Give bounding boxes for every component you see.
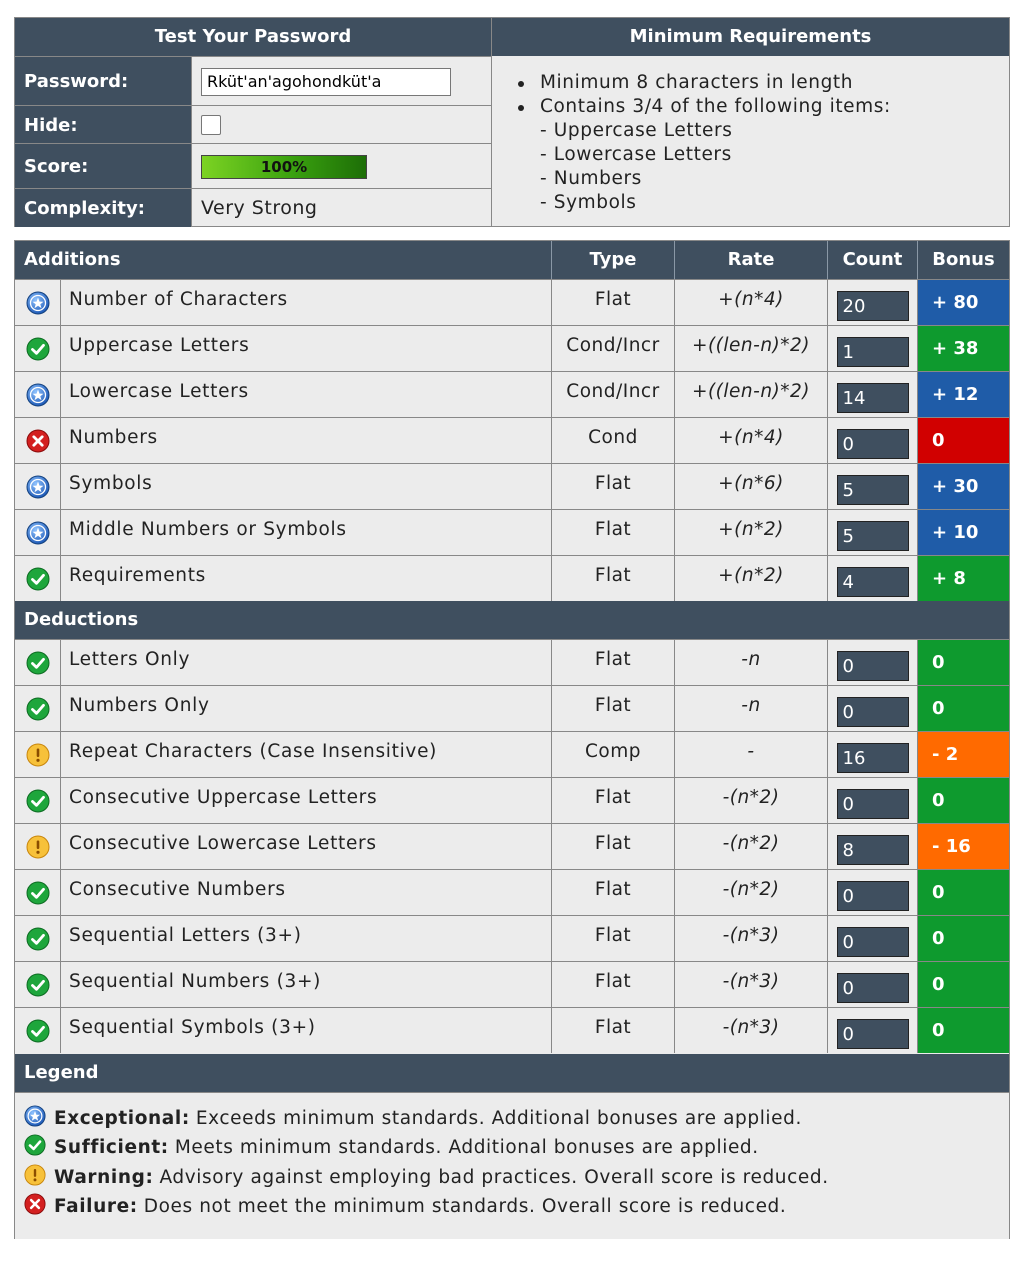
legend-item xyxy=(24,1194,786,1220)
warning-icon xyxy=(15,824,60,869)
table-row xyxy=(15,325,1009,371)
row-count: 0 xyxy=(837,429,909,459)
requirements-list xyxy=(540,71,891,215)
row-bonus: + 80 xyxy=(917,280,1009,325)
row-count: 14 xyxy=(837,383,909,413)
col-rate-header: Rate xyxy=(674,241,827,279)
legend-term: Failure: xyxy=(54,1196,138,1217)
exceptional-icon xyxy=(15,280,60,325)
row-rate: -n xyxy=(674,686,827,731)
sufficient-icon xyxy=(15,1008,60,1053)
row-type: Flat xyxy=(551,556,674,601)
row-count: 20 xyxy=(837,291,909,321)
row-count: 5 xyxy=(837,475,909,505)
legend-item xyxy=(24,1164,829,1190)
col-bonus-header: Bonus xyxy=(917,241,1009,279)
row-rate: +(n*6) xyxy=(674,464,827,509)
col-type-header: Type xyxy=(551,241,674,279)
row-count: 0 xyxy=(837,697,909,727)
row-name: Numbers Only xyxy=(60,686,551,731)
row-name: Sequential Numbers (3+) xyxy=(60,962,551,1007)
row-type: Flat xyxy=(551,510,674,555)
row-name: Repeat Characters (Case Insensitive) xyxy=(60,732,551,777)
requirement-item: Minimum 8 characters in length xyxy=(540,71,891,95)
row-name: Consecutive Numbers xyxy=(60,870,551,915)
table-row xyxy=(15,869,1009,915)
row-bonus: 0 xyxy=(917,418,1009,463)
row-count: 0 xyxy=(837,651,909,681)
requirements-title: Minimum Requirements xyxy=(492,18,1009,56)
requirement-sub-item: - Symbols xyxy=(540,192,637,213)
table-row xyxy=(15,915,1009,961)
scoring-table xyxy=(14,240,1010,1239)
top-panels xyxy=(14,17,1010,227)
warning-icon xyxy=(15,732,60,777)
row-bonus: 0 xyxy=(917,1008,1009,1053)
table-row xyxy=(15,731,1009,777)
row-type: Flat xyxy=(551,280,674,325)
row-type: Flat xyxy=(551,778,674,823)
row-name: Middle Numbers or Symbols xyxy=(60,510,551,555)
legend-description: Exceeds minimum standards. Additional bonuses are applied. xyxy=(195,1107,802,1129)
table-row xyxy=(15,639,1009,685)
row-name: Letters Only xyxy=(60,640,551,685)
row-type: Cond/Incr xyxy=(551,326,674,371)
row-type: Flat xyxy=(551,824,674,869)
test-password-panel xyxy=(15,18,492,226)
row-rate: +(n*4) xyxy=(674,418,827,463)
row-rate: -(n*2) xyxy=(674,778,827,823)
additions-header xyxy=(15,241,1009,279)
row-name: Numbers xyxy=(60,418,551,463)
requirement-item: Contains 3/4 of the following items: xyxy=(540,96,891,117)
row-type: Flat xyxy=(551,870,674,915)
hide-label: Hide: xyxy=(15,106,191,144)
row-type: Cond xyxy=(551,418,674,463)
score-row xyxy=(15,143,491,189)
row-type: Flat xyxy=(551,686,674,731)
row-type: Flat xyxy=(551,962,674,1007)
complexity-value: Very Strong xyxy=(201,197,318,219)
table-row xyxy=(15,417,1009,463)
row-rate: -(n*2) xyxy=(674,870,827,915)
row-count: 5 xyxy=(837,521,909,551)
deductions-header xyxy=(15,601,1009,639)
legend-description: Does not meet the minimum standards. Overall score is reduced. xyxy=(143,1196,787,1217)
sufficient-icon xyxy=(15,326,60,371)
row-rate: - xyxy=(674,732,827,777)
minimum-requirements-panel xyxy=(492,18,1009,226)
score-percent: 100% xyxy=(260,157,308,176)
requirement-sub-item: - Uppercase Letters xyxy=(540,120,733,141)
sufficient-icon xyxy=(15,556,60,601)
row-rate: -(n*3) xyxy=(674,1008,827,1053)
row-name: Consecutive Lowercase Letters xyxy=(60,824,551,869)
legend-item xyxy=(24,1105,802,1131)
table-row xyxy=(15,685,1009,731)
row-bonus: 0 xyxy=(917,640,1009,685)
password-row xyxy=(15,56,491,106)
row-bonus: 0 xyxy=(917,870,1009,915)
deductions-title: Deductions xyxy=(24,609,139,630)
row-count: 16 xyxy=(837,743,909,773)
score-bar xyxy=(201,155,367,179)
warning-icon xyxy=(24,1164,46,1191)
row-name: Sequential Letters (3+) xyxy=(60,916,551,961)
row-count: 1 xyxy=(837,337,909,367)
row-rate: +((len-n)*2) xyxy=(674,326,827,371)
row-bonus: + 38 xyxy=(917,326,1009,371)
exceptional-icon xyxy=(15,372,60,417)
row-count: 4 xyxy=(837,567,909,597)
row-name: Number of Characters xyxy=(60,280,551,325)
sufficient-icon xyxy=(15,870,60,915)
row-count: 0 xyxy=(837,789,909,819)
sufficient-icon xyxy=(15,640,60,685)
complexity-label: Complexity: xyxy=(15,189,191,227)
hide-checkbox[interactable] xyxy=(201,115,221,135)
failure-icon xyxy=(15,418,60,463)
row-rate: +(n*2) xyxy=(674,510,827,555)
row-name: Consecutive Uppercase Letters xyxy=(60,778,551,823)
row-rate: -(n*3) xyxy=(674,916,827,961)
table-row xyxy=(15,463,1009,509)
complexity-row xyxy=(15,188,491,227)
row-name: Requirements xyxy=(60,556,551,601)
row-bonus: 0 xyxy=(917,686,1009,731)
table-row xyxy=(15,509,1009,555)
legend-term: Warning: xyxy=(54,1166,154,1188)
table-row xyxy=(15,371,1009,417)
row-type: Flat xyxy=(551,916,674,961)
row-rate: +(n*4) xyxy=(674,280,827,325)
legend xyxy=(15,1092,1009,1239)
col-count-header: Count xyxy=(827,241,917,279)
score-label: Score: xyxy=(15,144,191,189)
password-label: Password: xyxy=(15,57,191,106)
legend-description: Advisory against employing bad practices. Overall score is reduced. xyxy=(159,1166,829,1188)
row-count: 8 xyxy=(837,835,909,865)
row-name: Uppercase Letters xyxy=(60,326,551,371)
row-rate: +(n*2) xyxy=(674,556,827,601)
row-bonus: 0 xyxy=(917,916,1009,961)
row-rate: -(n*3) xyxy=(674,962,827,1007)
legend-term: Exceptional: xyxy=(54,1107,190,1129)
row-count: 0 xyxy=(837,881,909,911)
legend-header xyxy=(15,1054,1009,1092)
table-row xyxy=(15,823,1009,869)
legend-title: Legend xyxy=(24,1062,99,1083)
additions-title: Additions xyxy=(24,249,121,270)
row-rate: +((len-n)*2) xyxy=(674,372,827,417)
row-bonus: + 12 xyxy=(917,372,1009,417)
row-name: Lowercase Letters xyxy=(60,372,551,417)
row-bonus: + 30 xyxy=(917,464,1009,509)
row-bonus: 0 xyxy=(917,778,1009,823)
row-rate: -n xyxy=(674,640,827,685)
table-row xyxy=(15,279,1009,325)
sufficient-icon xyxy=(24,1134,46,1161)
table-row xyxy=(15,961,1009,1007)
sufficient-icon xyxy=(15,916,60,961)
requirement-sub-item: - Numbers xyxy=(540,168,642,189)
sufficient-icon xyxy=(15,962,60,1007)
row-type: Flat xyxy=(551,640,674,685)
row-bonus: - 2 xyxy=(917,732,1009,777)
password-input[interactable] xyxy=(201,68,451,96)
exceptional-icon xyxy=(15,464,60,509)
exceptional-icon xyxy=(24,1105,46,1132)
row-count: 0 xyxy=(837,927,909,957)
row-bonus: 0 xyxy=(917,962,1009,1007)
row-type: Flat xyxy=(551,1008,674,1053)
table-row xyxy=(15,777,1009,823)
table-row xyxy=(15,555,1009,601)
row-bonus: + 8 xyxy=(917,556,1009,601)
hide-row xyxy=(15,105,491,144)
exceptional-icon xyxy=(15,510,60,555)
row-type: Comp xyxy=(551,732,674,777)
row-name: Symbols xyxy=(60,464,551,509)
sufficient-icon xyxy=(15,778,60,823)
row-bonus: - 16 xyxy=(917,824,1009,869)
legend-description: Meets minimum standards. Additional bonuses are applied. xyxy=(174,1137,759,1158)
row-bonus: + 10 xyxy=(917,510,1009,555)
legend-term: Sufficient: xyxy=(54,1137,169,1158)
requirement-sub-item: - Lowercase Letters xyxy=(540,144,732,165)
failure-icon xyxy=(24,1193,46,1220)
row-name: Sequential Symbols (3+) xyxy=(60,1008,551,1053)
row-count: 0 xyxy=(837,1019,909,1049)
row-type: Cond/Incr xyxy=(551,372,674,417)
sufficient-icon xyxy=(15,686,60,731)
test-panel-title: Test Your Password xyxy=(15,18,491,56)
legend-item xyxy=(24,1135,759,1161)
row-type: Flat xyxy=(551,464,674,509)
table-row xyxy=(15,1007,1009,1053)
row-rate: -(n*2) xyxy=(674,824,827,869)
row-count: 0 xyxy=(837,973,909,1003)
